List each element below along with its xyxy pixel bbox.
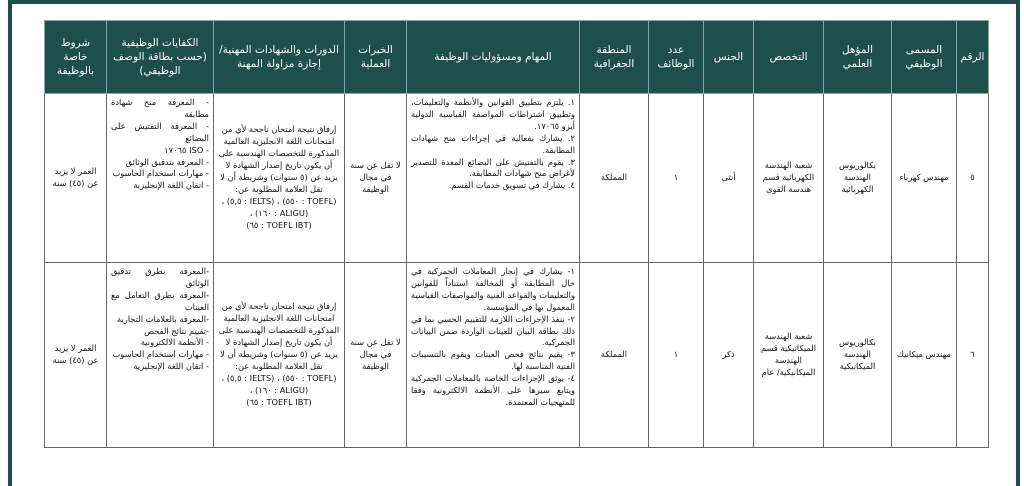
duty-item: ٢- ينفذ الإجراءات اللازمة للتقييم الحسي بما في ذلك بطاقة البيان للعينات الواردة ضمن البيانات الجمركية. xyxy=(411,313,575,348)
header-count: عدد الوظائف xyxy=(649,21,704,94)
cell-gender: ذكر xyxy=(704,263,754,448)
competency-item: - الأنظمة الالكترونية xyxy=(140,337,209,348)
competency-item: - مهارات استخدام الحاسوب xyxy=(112,168,209,179)
cell-conditions: العمر لا يزيد عن (٤٥) سنة xyxy=(45,263,107,448)
table-header-row xyxy=(45,21,989,94)
cell-gender: أنثى xyxy=(704,94,754,263)
header-duties: المهام ومسؤوليات الوظيفة xyxy=(407,21,580,94)
duty-item: ٤- يوثق الإجراءات الخاصة بالمعاملات الجمركية ويتابع سيرها على الأنظمة الالكترونية وفقا للمنهجيات المعتمدة. xyxy=(411,373,575,407)
cell-conditions: العمر لا يزيد عن (٤٥) سنة xyxy=(45,94,107,263)
cell-specialization: شعبة الهندسة الميكانيكية قسم الهندسة الميكانيكية/ عام xyxy=(754,263,824,448)
course-score: (TOEFL IBT : ٦٥) xyxy=(246,219,312,230)
page-frame-left xyxy=(8,0,12,486)
cell-qualification: بكالوريوس الهندسة الميكانيكية xyxy=(824,263,892,448)
page-frame-top xyxy=(8,0,1020,4)
cell-competencies xyxy=(107,94,214,263)
header-conditions: شروط خاصة بالوظيفة xyxy=(45,21,107,94)
header-competencies: الكفايات الوظيفية (حسب بطاقة الوصف الوظيفي) xyxy=(107,21,214,94)
course-score: (TOEFL : ٥٥٠) ، (IELTS : ٥,٥) ، xyxy=(221,195,337,206)
course-text: إرفاق نتيجة امتحان ناجحة لأي من امتحانات اللغة الانجليزية العالمية المذكورة للتخصصات الهندسية على أن يكون تاريخ إصدار الشهادة لا يزيد عن (٥ سنوات) وشريطة أن لا تقل العلامة المطلوبة عن: xyxy=(218,301,340,371)
cell-region: المملكة xyxy=(580,263,649,448)
cell-experience: لا تقل عن سنة في مجال الوظيفة xyxy=(345,94,407,263)
competency-item: - المعرفة منح شهادة مطابقة xyxy=(111,97,209,119)
competency-item: -تقييم نتائج الفحص xyxy=(144,325,209,336)
competency-item: - اتقان اللغة الإنجليزية xyxy=(133,180,209,191)
cell-title: مهندس كهرباء xyxy=(892,94,957,263)
table-row xyxy=(45,263,989,448)
cell-qualification: بكالوريوس الهندسة الكهربائية xyxy=(824,94,892,263)
competency-item: - اتقان اللغة الإنجليزية xyxy=(133,361,209,372)
cell-num: ٦ xyxy=(957,263,989,448)
header-courses: الدورات والشهادات المهنية/إجازة مزاولة المهنة xyxy=(214,21,345,94)
cell-duties xyxy=(407,263,580,448)
cell-count: ١ xyxy=(649,94,704,263)
competency-item: -المعرفة بطرق تدقيق الوثائق xyxy=(111,266,209,288)
header-title: المسمى الوظيفي xyxy=(892,21,957,94)
header-qualification: المؤهل العلمي xyxy=(824,21,892,94)
course-score: (ALIGU : ١٦٠) ، xyxy=(249,207,309,218)
cell-region: المملكة xyxy=(580,94,649,263)
cell-count: ١ xyxy=(649,263,704,448)
cell-num: ٥ xyxy=(957,94,989,263)
jobs-table xyxy=(44,20,989,448)
duty-item: ٢. يشارك بفعالية في إجراءات منح شهادات المطابقة. xyxy=(411,132,575,155)
cell-title: مهندس ميكانيك xyxy=(892,263,957,448)
header-gender: الجنس xyxy=(704,21,754,94)
course-score: (TOEFL : ٥٥٠) ، (IELTS : ٥,٥) ، xyxy=(221,372,337,383)
duty-item: ٣. يقوم بالتفتيش على البضائع المعدة للتصدير لأغراض منح شهادات المطابقة. xyxy=(411,156,575,179)
header-region: المنطقة الجغرافية xyxy=(580,21,649,94)
cell-experience: لا تقل عن سنة في مجال الوظيفة xyxy=(345,263,407,448)
course-score: (TOEFL IBT : ٦٥) xyxy=(246,396,312,407)
course-score: (ALIGU : ١٦٠) ، xyxy=(249,384,309,395)
competency-item: - مهارات استخدام الحاسوب xyxy=(112,349,209,360)
table-row xyxy=(45,94,989,263)
course-text: إرفاق نتيجة امتحان ناجحة لأي من امتحانات اللغة الانجليزية العالمية المذكورة للتخصصات الهندسية على أن يكون تاريخ إصدار الشهادة لا يزيد عن (٥ سنوات) وشريطة أن لا تقل العلامة المطلوبة عن: xyxy=(218,124,340,194)
page-frame-right xyxy=(1016,0,1020,486)
cell-competencies xyxy=(107,263,214,448)
cell-specialization: شعبة الهندسة الكهربائية قسم هندسة القوى xyxy=(754,94,824,263)
header-num: الرقم xyxy=(957,21,989,94)
competency-item: -المعرفة بطرق التعامل مع العينات xyxy=(111,289,209,312)
competency-item: - المعرفة التفتيش على البضائع xyxy=(111,120,209,143)
competency-item: - المعرفة بتدقيق الوثائق xyxy=(125,156,209,167)
cell-duties xyxy=(407,94,580,263)
duty-item: ٤. يشارك في تسويق خدمات القسم. xyxy=(448,180,575,191)
duty-item: ٣- يقيم نتائج فحص العينات ويقوم بالتنسيبات الفنية المناسبة لها. xyxy=(411,349,575,372)
header-experience: الخبرات العملية xyxy=(345,21,407,94)
competency-item: - ISO ١٧٠٦٥ xyxy=(164,144,209,155)
duty-item: ١. يلتزم بتطبيق القوانين والأنظمة والتعليمات، وتطبيق اشتراطات المواصفة القياسية الدولية أيزو ١٧٠٦٥. xyxy=(411,97,575,131)
duty-item: ١- يشارك في إنجاز المعاملات الجمركية في حال المطابقة أو المخالفة استناداً للقوانين والتعليمات والقواعد الفنية والمواصفات القياسية المعمول بها في المؤسسة. xyxy=(411,266,575,312)
competency-item: -المعرفة بالعلامات التجارية xyxy=(117,313,209,324)
header-specialization: التخصص xyxy=(754,21,824,94)
cell-courses xyxy=(214,94,345,263)
cell-courses xyxy=(214,263,345,448)
